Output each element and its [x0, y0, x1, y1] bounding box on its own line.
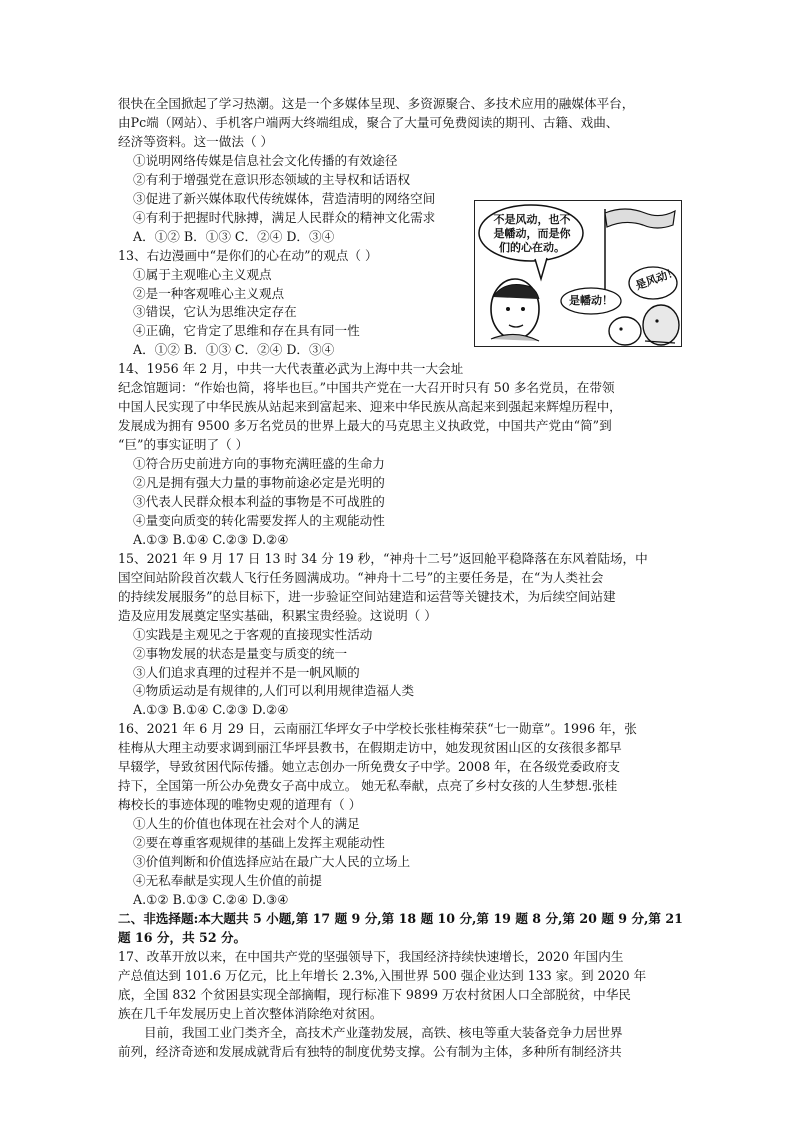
- text-line: 题 16 分，共 52 分。: [118, 929, 247, 945]
- text-line: 15、2021 年 9 月 17 日 13 时 34 分 19 秒，“神舟十二号”返回舱平稳降落在东风着陆场，中: [118, 550, 648, 566]
- text-line: 产总值达到 101.6 万亿元，比上年增长 2.3%,入围世界 500 强企业达到 133 家。到 2020 年: [118, 967, 647, 983]
- text-line: ④无私奉献是实现人生价值的前提: [133, 872, 322, 888]
- text-line: ②有利于增强党在意识形态领域的主导权和话语权: [133, 171, 411, 187]
- cartoon-flag-bubble: 是幡动！: [569, 294, 613, 307]
- text-line: A.①② B.①③ C.②④ D.③④: [133, 891, 289, 907]
- text-line: A．①② B．①③ C．②④ D．③④: [133, 342, 335, 358]
- text-line: ③错误，它认为思维决定存在: [133, 304, 297, 320]
- text-line: 16、2021 年 6 月 29 日，云南丽江华坪女子中学校长张桂梅荣获“七一勋章”。1996 年，张: [118, 721, 637, 737]
- text-line: 早辍学，导致贫困代际传播。她立志创办一所免费女子中学。2008 年，在各级党委政府支: [118, 759, 621, 775]
- cartoon-illustration: [474, 200, 682, 347]
- text-line: ①人生的价值也体现在社会对个人的满足: [133, 816, 360, 832]
- text-line: A.①③ B.①④ C.②③ D.②④: [133, 702, 289, 718]
- text-line: 造及应用发展奠定坚实基础，积累宝贵经验。这说明（ ）: [118, 607, 437, 623]
- text-line: 17、改革开放以来，在中国共产党的坚强领导下，我国经济持续快速增长，2020 年国内生: [118, 948, 624, 964]
- text-line: 目前，我国工业门类齐全，高技术产业蓬勃发展，高铁、核电等重大装备竞争力居世界: [144, 1024, 623, 1040]
- cartoon-bubble-line: 不是风动，也不: [493, 213, 571, 226]
- text-line: 前列，经济奇迹和发展成就背后有独特的制度优势支撑。公有制为主体，多种所有制经济共: [118, 1043, 622, 1059]
- text-line: 由Pc端（网站）、手机客户端两大终端组成，聚合了大量可免费阅读的期刊、古籍、戏曲、: [118, 114, 619, 130]
- text-line: ④有利于把握时代脉搏，满足人民群众的精神文化需求: [133, 209, 436, 225]
- text-line: ①实践是主观见之于客观的直接现实性活动: [133, 626, 373, 642]
- text-line: ③代表人民群众根本利益的事物是不可战胜的: [133, 493, 385, 509]
- cartoon-bubble-line: 是幡动，而是你: [493, 227, 571, 240]
- text-line: 经济等资料。这一做法（ ）: [118, 133, 274, 149]
- text-line: 中国人民实现了中华民族从站起来到富起来、迎来中华民族从高起来到强起来辉煌历程中，: [118, 399, 622, 415]
- text-line: 二、非选择题:本大题共 5 小题,第 17 题 9 分,第 18 题 10 分,第 19 题 8 分,第 20 题 9 分,第 21: [118, 910, 683, 926]
- cartoon-bubble-line: 们的心在动。: [499, 241, 565, 254]
- text-line: ①说明网络传媒是信息社会文化传播的有效途径: [133, 152, 398, 168]
- text-line: 持下，全国第一所公办免费女子高中成立。 她无私奉献，点亮了乡村女孩的人生梦想.张桂: [118, 778, 618, 794]
- text-line: ①符合历史前进方向的事物充满旺盛的生命力: [133, 456, 385, 472]
- text-line: 梅校长的事迹体现的唯物史观的道理有（ ）: [118, 797, 362, 813]
- text-line: 底，全国 832 个贫困县实现全部摘帽，现行标准下 9899 万农村贫困人口全部脱贫，中华民: [118, 986, 631, 1002]
- text-line: A．①② B．①③ C．②④ D．③④: [133, 228, 335, 244]
- text-line: ③促进了新兴媒体取代传统媒体，营造清明的网络空间: [133, 190, 436, 206]
- text-line: “巨”的事实证明了（ ）: [118, 437, 249, 453]
- text-line: 很快在全国掀起了学习热潮。这是一个多媒体呈现、多资源聚合、多技术应用的融媒体平台，: [118, 96, 635, 111]
- text-line: 国空间站阶段首次载人飞行任务圆满成功。“神舟十二号”的主要任务是，在“为人类社会: [118, 569, 604, 585]
- text-line: A.①③ B.①④ C.②③ D.②④: [133, 531, 289, 547]
- text-line: ④量变向质变的转化需要发挥人的主观能动性: [133, 512, 385, 528]
- text-line: 桂梅从大理主动要求调到丽江华坪县教书，在假期走访中，她发现贫困山区的女孩很多都早: [118, 740, 622, 756]
- text-line: 的持续发展服务”的总目标下，进一步验证空间站建造和运营等关键技术，为后续空间站建: [118, 588, 616, 604]
- text-line: ③人们追求真理的过程并不是一帆风顺的: [133, 664, 360, 680]
- text-line: 族在几千年发展历史上首次整体消除绝对贫困。: [118, 1005, 383, 1021]
- text-line: 14、1956 年 2 月，中共一大代表董必武为上海中共一大会址: [118, 361, 464, 377]
- text-line: 纪念馆题词：“作始也简，将毕也巨。”中国共产党在一大召开时只有 50 多名党员，在带领: [118, 380, 615, 396]
- text-line: ②要在尊重客观规律的基础上发挥主观能动性: [133, 835, 385, 851]
- text-line: 13、右边漫画中“是你们的心在动”的观点（ ）: [118, 247, 378, 263]
- cartoon-wind-bubble: 是风动！: [633, 265, 680, 293]
- text-line: ②凡是拥有强大力量的事物前途必定是光明的: [133, 475, 385, 490]
- text-line: ④正确，它肯定了思维和存在具有同一性: [133, 323, 360, 339]
- text-line: ②事物发展的状态是量变与质变的统一: [133, 645, 348, 661]
- text-line: ④物质运动是有规律的,人们可以利用规律造福人类: [133, 683, 415, 699]
- text-line: ①属于主观唯心主义观点: [133, 266, 272, 282]
- text-line: ②是一种客观唯心主义观点: [133, 285, 285, 301]
- text-line: 发展成为拥有 9500 多万名党员的世界上最大的马克思主义执政党，中国共产党由“简”到: [118, 418, 612, 434]
- text-line: ③价值判断和价值选择应站在最广大人民的立场上: [133, 854, 411, 869]
